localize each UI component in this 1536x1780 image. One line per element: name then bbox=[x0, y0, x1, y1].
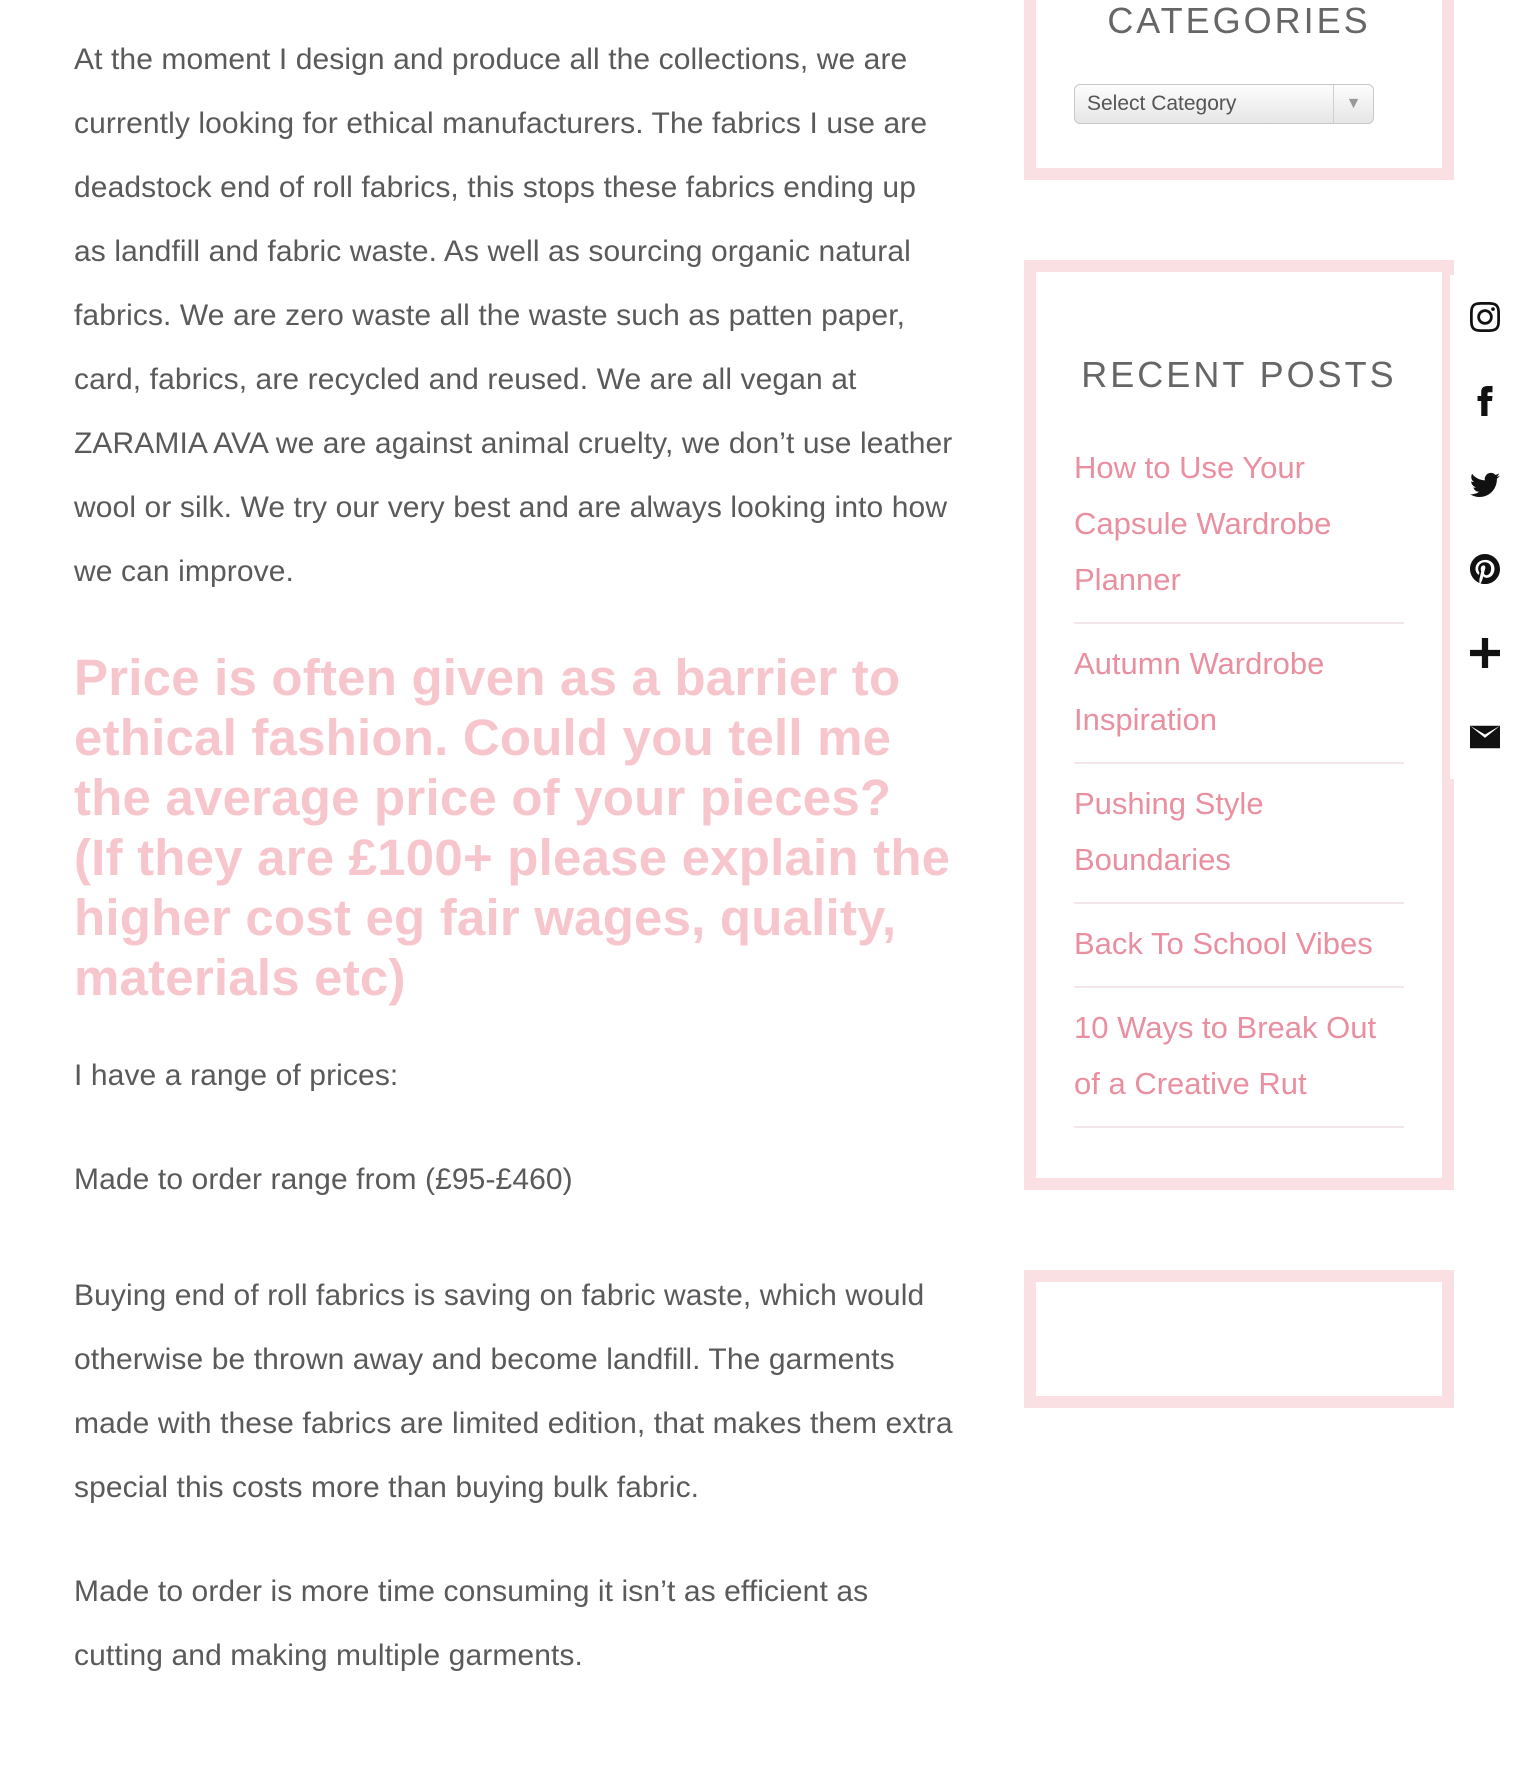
category-select-value: Select Category bbox=[1087, 92, 1237, 115]
chevron-down-icon: ▼ bbox=[1333, 85, 1373, 123]
list-item bbox=[1074, 428, 1404, 624]
list-item bbox=[1074, 988, 1404, 1128]
social-share-bar bbox=[1450, 275, 1520, 779]
article-paragraph-range-intro: I have a range of prices: bbox=[74, 1059, 399, 1092]
list-item bbox=[1074, 624, 1404, 764]
recent-post-link-autumn-wardrobe[interactable]: Autumn Wardrobe Inspiration bbox=[1074, 646, 1325, 737]
recent-post-link-creative-rut[interactable]: 10 Ways to Break Out of a Creative Rut bbox=[1074, 1010, 1377, 1101]
recent-posts-list bbox=[1074, 428, 1404, 1128]
recent-posts-widget bbox=[1024, 260, 1454, 1190]
twitter-icon[interactable] bbox=[1450, 443, 1520, 527]
article-paragraph-intro: At the moment I design and produce all the collections, we are currently looking for ethical manufacturers. The fabrics I use are deadstock end of roll fabrics, this stops these fabrics ending up as landfill and fabric waste. As well as sourcing organic natural fabrics. We are zero waste all the waste such as patten paper, card, fabrics, are recycled and reused. We are all vegan at ZARAMIA AVA we are against animal cruelty, we don’t use leather wool or silk. We try our very best and are always looking into how we can improve. bbox=[74, 43, 953, 588]
categories-widget bbox=[1024, 0, 1454, 180]
facebook-icon[interactable] bbox=[1450, 359, 1520, 443]
article-paragraph-fabrics: Buying end of roll fabrics is saving on fabric waste, which would otherwise be thrown away and become landfill. The garments made with these fabrics are limited edition, that makes them extra special this costs more than buying bulk fabric. bbox=[74, 1279, 953, 1504]
category-select[interactable] bbox=[1074, 84, 1374, 124]
recent-post-link-pushing-style[interactable]: Pushing Style Boundaries bbox=[1074, 786, 1264, 877]
article-paragraph-made-to-order: Made to order is more time consuming it isn’t as efficient as cutting and making multiple garments. bbox=[74, 1575, 869, 1672]
recent-post-link-capsule-wardrobe[interactable]: How to Use Your Capsule Wardrobe Planner bbox=[1074, 450, 1332, 597]
interview-question-heading: Price is often given as a barrier to ethical fashion. Could you tell me the average price of your pieces? (If they are £100+ please explain the higher cost eg fair wages, quality, materials etc) bbox=[74, 649, 951, 1006]
plus-icon[interactable] bbox=[1450, 611, 1520, 695]
recent-post-link-back-to-school[interactable]: Back To School Vibes bbox=[1074, 926, 1373, 961]
email-icon[interactable] bbox=[1450, 695, 1520, 779]
article-content bbox=[74, 28, 954, 1728]
categories-title: CATEGORIES bbox=[1107, 0, 1371, 41]
list-item bbox=[1074, 904, 1404, 988]
instagram-icon[interactable] bbox=[1450, 275, 1520, 359]
article-paragraph-price-range: Made to order range from (£95-£460) bbox=[74, 1163, 573, 1196]
recent-posts-title: RECENT POSTS bbox=[1081, 354, 1397, 395]
empty-widget bbox=[1024, 1270, 1454, 1408]
list-item bbox=[1074, 764, 1404, 904]
pinterest-icon[interactable] bbox=[1450, 527, 1520, 611]
